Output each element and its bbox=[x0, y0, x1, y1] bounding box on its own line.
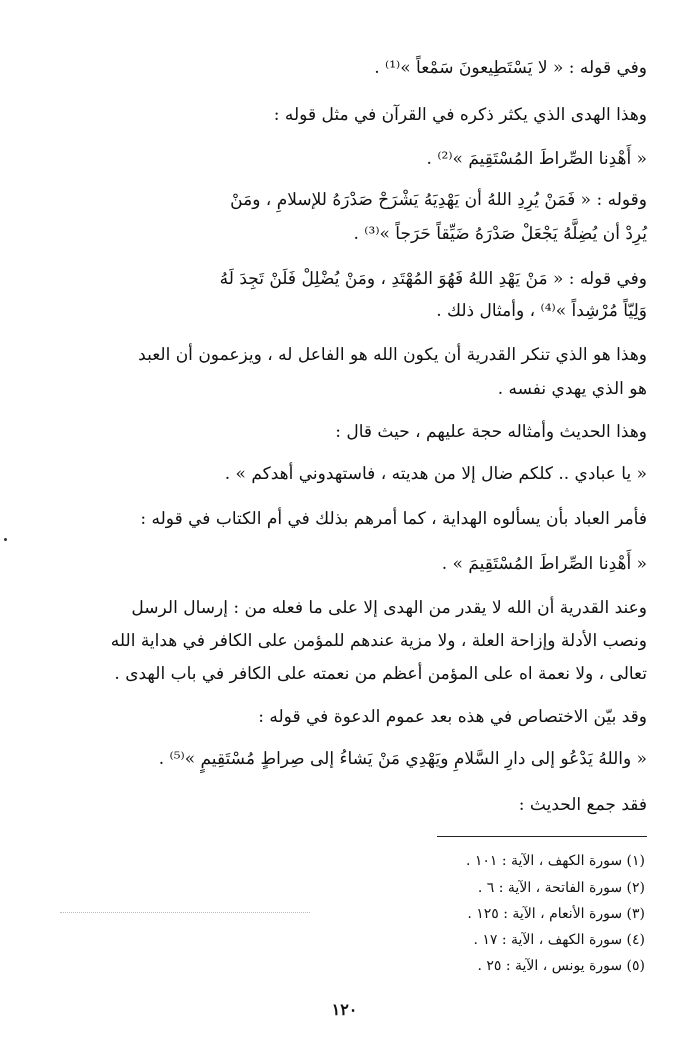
body-line-3: « أَهْدِنا الصِّراطَ المُسْتَقِيمَ »⁽²⁾ . bbox=[426, 149, 647, 169]
body-line-10: وهذا الحديث وأمثاله حجة عليهم ، حيث قال : bbox=[335, 422, 647, 442]
footnote-4: (٤) سورة الكهف ، الآية : ١٧ . bbox=[473, 932, 645, 948]
body-line-17: وقد بيّن الاختصاص في هذه بعد عموم الدعوة في قوله : bbox=[258, 707, 647, 727]
page-number: ١٢٠ bbox=[331, 1000, 358, 1019]
body-line-13: « أَهْدِنا الصِّراطَ المُسْتَقِيمَ » . bbox=[441, 554, 647, 574]
body-line-14: وعند القدرية أن الله لا يقدر من الهدى إلا على ما فعله من : إرسال الرسل bbox=[131, 598, 647, 618]
body-line-6: وفي قوله : « مَنْ يَهْدِ اللهُ فَهُوَ المُهْتَدِ ، ومَنْ يُضْلِلْ فَلَنْ تَجِدَ لَهُ bbox=[219, 269, 647, 289]
body-line-12: فأمر العباد بأن يسألوه الهداية ، كما أمرهم بذلك في أم الكتاب في قوله : bbox=[140, 509, 647, 529]
scan-speck bbox=[4, 538, 7, 541]
body-line-18: « واللهُ يَدْعُو إلى دارِ السَّلامِ ويَهْدِي مَنْ يَشاءُ إلى صِراطٍ مُسْتَقِيمٍ »⁽⁵⁾ . bbox=[158, 749, 647, 769]
footnote-2: (٢) سورة الفاتحة ، الآية : ٦ . bbox=[477, 880, 645, 896]
footnote-1: (١) سورة الكهف ، الآية : ١٠١ . bbox=[465, 853, 645, 869]
body-line-7: وَلِيّاً مُرْشِداً »⁽⁴⁾ ، وأمثال ذلك . bbox=[436, 301, 647, 321]
body-line-16: تعالى ، ولا نعمة اه على المؤمن أعظم من نعمته على الكافر في باب الهدى . bbox=[114, 664, 647, 684]
scan-smudge bbox=[60, 912, 310, 913]
footnote-divider bbox=[437, 836, 647, 837]
body-line-9: هو الذي يهدي نفسه . bbox=[497, 379, 647, 399]
body-line-8: وهذا هو الذي تنكر القدرية أن يكون الله هو الفاعل له ، ويزعمون أن العبد bbox=[138, 345, 647, 365]
body-line-4: وقوله : « فَمَنْ يُرِدِ اللهُ أن يَهْدِيَهُ يَشْرَحْ صَدْرَهُ للإسلامِ ، ومَنْ bbox=[230, 190, 647, 210]
body-line-11: « يا عبادي .. كلكم ضال إلا من هديته ، فاستهدوني أهدكم » . bbox=[224, 464, 647, 484]
body-line-1: وفي قوله : « لا يَسْتَطِيعونَ سَمْعاً »⁽¹⁾ . bbox=[374, 58, 647, 78]
body-line-2: وهذا الهدى الذي يكثر ذكره في القرآن في مثل قوله : bbox=[273, 105, 647, 125]
body-line-15: ونصب الأدلة وإزاحة العلة ، ولا مزية عندهم للمؤمن على الكافر في هداية الله bbox=[110, 631, 647, 651]
body-line-5: يُرِدْ أن يُضِلَّهُ يَجْعَلْ صَدْرَهُ ضَيِّقاً حَرَجاً »⁽³⁾ . bbox=[353, 224, 647, 244]
footnote-5: (٥) سورة يونس ، الآية : ٢٥ . bbox=[477, 958, 645, 974]
body-line-19: فقد جمع الحديث : bbox=[518, 795, 647, 815]
footnote-3: (٣) سورة الأنعام ، الآية : ١٢٥ . bbox=[467, 906, 645, 922]
